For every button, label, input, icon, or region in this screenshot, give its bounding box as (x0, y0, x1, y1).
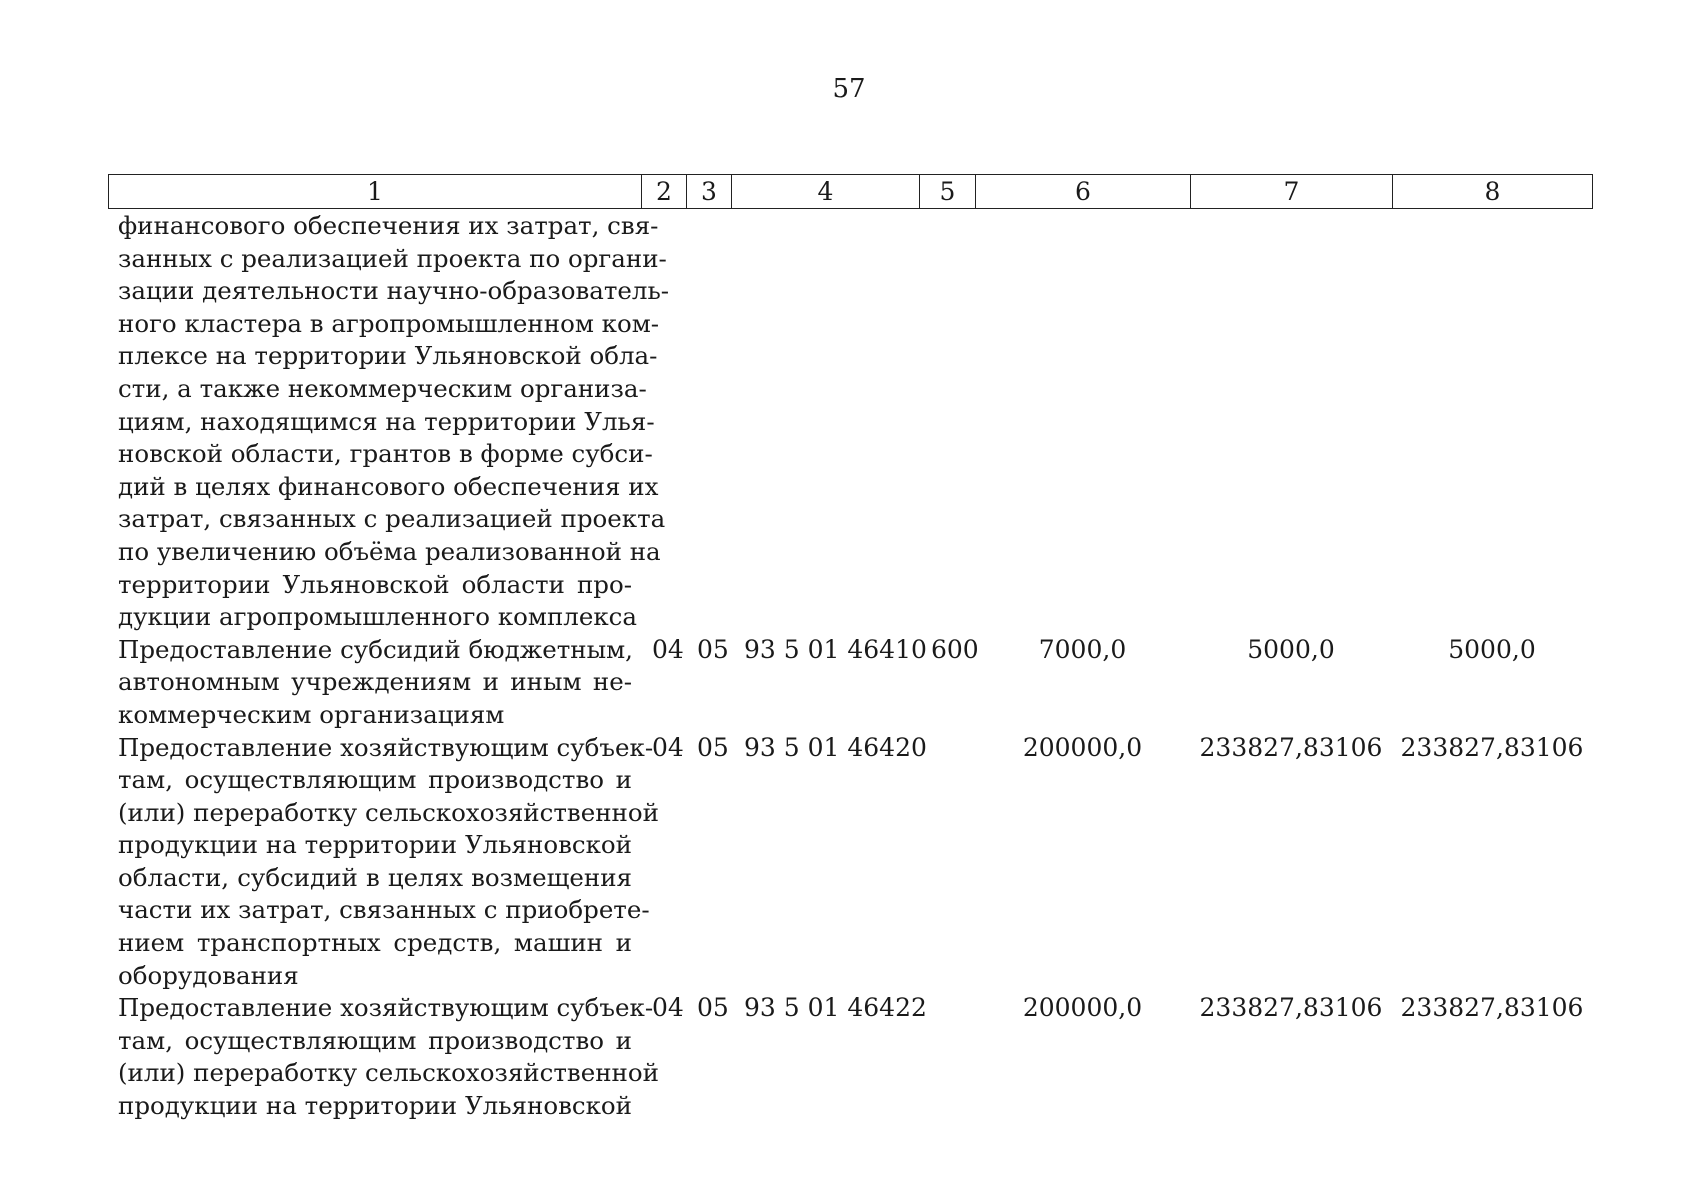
row-description (118, 634, 632, 732)
cell-section: 04 (652, 993, 684, 1023)
table-row (0, 210, 1698, 634)
cell-amount-col7: 233827,83106 (1199, 993, 1383, 1023)
cell-amount-col7: 5000,0 (1247, 634, 1335, 664)
description-line: области, субсидий в целях возмещения (118, 862, 632, 892)
cell-amount-col8: 233827,83106 (1400, 993, 1584, 1023)
description-line: по увеличению объёма реализованной на (118, 536, 661, 566)
description-line: там, осуществляющим производство и (118, 1025, 632, 1055)
cell-expense-type: 600 (931, 634, 979, 664)
cell-subsection: 05 (697, 634, 729, 664)
cell-target-code: 93 5 01 46410 (744, 634, 927, 664)
cell-amount-col8: 233827,83106 (1400, 732, 1584, 762)
row-description (118, 992, 659, 1122)
description-line: продукции на территории Ульяновской (118, 1091, 632, 1121)
header-col-7: 7 (1191, 175, 1393, 209)
cell-amount-col7: 233827,83106 (1199, 732, 1383, 762)
cell-subsection: 05 (697, 993, 729, 1023)
header-col-2: 2 (642, 175, 687, 209)
description-line: ного кластера в агропромышленном ком- (118, 308, 660, 338)
budget-table-body (0, 210, 1698, 1123)
description-line: дукции агропромышленного комплекса (118, 602, 637, 632)
description-line: коммерческим организациям (118, 699, 505, 729)
description-line: новской области, грантов в форме субси- (118, 439, 653, 469)
description-line: Предоставление субсидий бюджетным, (118, 634, 633, 664)
header-col-6: 6 (976, 175, 1191, 209)
description-line: затрат, связанных с реализацией проекта (118, 504, 666, 534)
cell-amount-col6: 200000,0 (1022, 993, 1143, 1023)
description-line: нием транспортных средств, машин и (118, 928, 632, 958)
description-line: зации деятельности научно-образователь- (118, 276, 670, 306)
description-line: циям, находящимся на территории Улья- (118, 406, 655, 436)
cell-amount-col6: 7000,0 (1038, 634, 1127, 664)
header-col-5: 5 (920, 175, 976, 209)
description-line: автономным учреждениям и иным не- (118, 667, 632, 697)
header-col-3: 3 (687, 175, 732, 209)
table-row (0, 992, 1698, 1122)
description-line: (или) переработку сельскохозяйственной (118, 1058, 659, 1088)
description-line: Предоставление хозяйствующим субъек- (118, 732, 654, 762)
cell-section: 04 (652, 634, 684, 664)
cell-section: 04 (652, 732, 684, 762)
description-line: дий в целях финансового обеспечения их (118, 471, 659, 501)
description-line: (или) переработку сельскохозяйственной (118, 797, 659, 827)
page-number: 57 (832, 74, 866, 104)
description-line: плексе на территории Ульяновской обла- (118, 341, 658, 371)
column-number-header (108, 174, 1593, 209)
cell-amount-col6: 200000,0 (1022, 732, 1143, 762)
header-col-1: 1 (109, 175, 642, 209)
description-line: территории Ульяновской области про- (118, 569, 632, 599)
cell-target-code: 93 5 01 46422 (744, 993, 927, 1023)
description-line: продукции на территории Ульяновской (118, 830, 632, 860)
description-line: там, осуществляющим производство и (118, 765, 632, 795)
table-row (0, 634, 1698, 732)
header-col-4: 4 (732, 175, 920, 209)
row-description (118, 210, 670, 634)
description-line: занных с реализацией проекта по органи- (118, 243, 667, 273)
header-col-8: 8 (1393, 175, 1593, 209)
description-line: оборудования (118, 960, 299, 990)
table-row (0, 732, 1698, 993)
description-line: финансового обеспечения их затрат, свя- (118, 211, 659, 240)
cell-target-code: 93 5 01 46420 (744, 732, 927, 762)
cell-subsection: 05 (697, 732, 729, 762)
description-line: части их затрат, связанных с приобрете- (118, 895, 650, 925)
row-description (118, 732, 659, 993)
description-line: сти, а также некоммерческим организа- (118, 373, 647, 403)
cell-amount-col8: 5000,0 (1448, 634, 1536, 664)
description-line: Предоставление хозяйствующим субъек- (118, 993, 654, 1023)
